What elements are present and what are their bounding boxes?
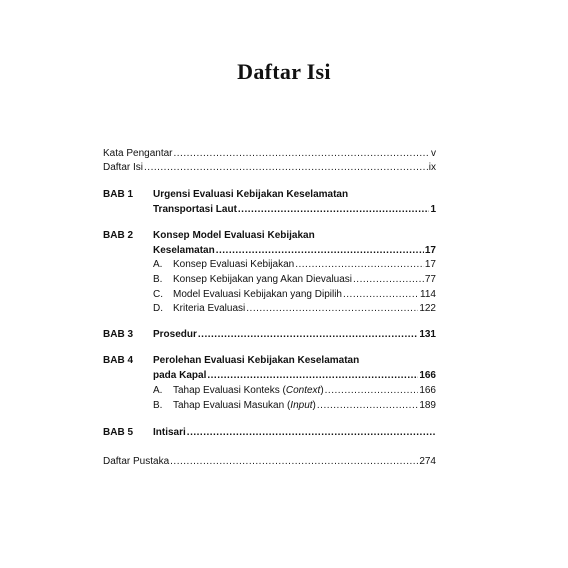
- toc-entry-page: ix: [428, 162, 436, 173]
- dot-leader: [295, 258, 424, 271]
- toc-entry-bab-5[interactable]: [153, 426, 436, 439]
- toc-entry-label: Prosedur: [153, 329, 197, 340]
- toc-entry-page: 17: [424, 259, 436, 270]
- toc-entry-label: Kriteria Evaluasi: [173, 303, 246, 314]
- toc-entry-label: pada Kapal: [153, 370, 207, 381]
- toc-subentry-4a[interactable]: [153, 384, 436, 397]
- toc-entry-label: [173, 399, 316, 412]
- toc-subentry-letter: B.: [153, 274, 163, 285]
- toc-entry-page: 166: [419, 385, 436, 396]
- dot-leader: [198, 328, 418, 341]
- toc-entry-label: Daftar Pustaka: [103, 456, 170, 467]
- dot-leader: [238, 203, 430, 216]
- label-italic: Input: [290, 400, 313, 411]
- dot-leader: [144, 161, 428, 174]
- dot-leader: [216, 244, 424, 257]
- chapter-number: BAB 4: [103, 355, 134, 366]
- toc-entry-bab-4[interactable]: [153, 369, 436, 382]
- chapter-number: BAB 2: [103, 230, 134, 241]
- toc-subentry-2b[interactable]: [153, 273, 436, 286]
- toc-entry-label: Kata Pengantar: [103, 148, 173, 159]
- toc-subentry-2a[interactable]: [153, 258, 436, 271]
- label-text-end: ): [312, 400, 316, 411]
- toc-subentry-letter: C.: [153, 289, 163, 300]
- toc-entry-label: Model Evaluasi Kebijakan yang Dipilih: [173, 289, 342, 300]
- toc-entry-label: Transportasi Laut: [153, 204, 237, 215]
- page-title: Daftar Isi: [237, 59, 331, 84]
- label-text: Tahap Evaluasi Konteks (: [173, 385, 286, 396]
- toc-entry-daftar-isi[interactable]: [103, 161, 436, 174]
- toc-entry-label: Konsep Kebijakan yang Akan Dievaluasi: [173, 274, 353, 285]
- toc-entry-daftar-pustaka[interactable]: [103, 455, 436, 468]
- label-text: Tahap Evaluasi Masukan (: [173, 400, 291, 411]
- label-text-end: ): [320, 385, 324, 396]
- dot-leader: [353, 273, 424, 286]
- toc-entry-label: [173, 384, 324, 397]
- toc-entry-label: Daftar Isi: [103, 162, 144, 173]
- toc-entry-label: Intisari: [153, 427, 186, 438]
- toc-entry-page: 274: [419, 456, 436, 467]
- dot-leader: [170, 455, 418, 468]
- toc-entry-bab-2[interactable]: [153, 244, 436, 257]
- toc-entry-page: 1: [430, 204, 436, 215]
- label-italic: Context: [285, 385, 321, 396]
- toc-entry-page: 114: [420, 289, 436, 300]
- chapter-number: BAB 3: [103, 329, 134, 340]
- toc-entry-page: 77: [424, 274, 436, 285]
- toc-entry-page: 122: [419, 303, 436, 314]
- toc-subentry-2c[interactable]: [153, 288, 436, 301]
- toc-entry-page: 17: [424, 245, 436, 256]
- chapter-number: BAB 5: [103, 427, 134, 438]
- toc-entry-bab-3[interactable]: [153, 328, 436, 341]
- dot-leader: [343, 288, 419, 301]
- toc-subentry-2d[interactable]: [153, 302, 436, 315]
- toc-subentry-4b[interactable]: [153, 399, 436, 412]
- toc-entry-kata-pengantar[interactable]: [103, 147, 436, 160]
- toc-subentry-letter: A.: [153, 385, 163, 396]
- toc-subentry-letter: B.: [153, 400, 163, 411]
- toc-entry-page: 189: [419, 400, 436, 411]
- chapter-title: Urgensi Evaluasi Kebijakan Keselamatan: [153, 189, 349, 200]
- toc-entry-bab-1[interactable]: [153, 203, 436, 216]
- toc-entry-page: 131: [419, 329, 436, 340]
- chapter-title: Perolehan Evaluasi Kebijakan Keselamatan: [153, 355, 360, 366]
- dot-leader: [207, 369, 418, 382]
- dot-leader: [325, 384, 419, 397]
- toc-subentry-letter: D.: [153, 303, 163, 314]
- dot-leader: [187, 426, 435, 439]
- toc-entry-page: v: [431, 148, 436, 159]
- dot-leader: [246, 302, 418, 315]
- toc-entry-label: Keselamatan: [153, 245, 215, 256]
- toc-entry-page: 166: [419, 370, 436, 381]
- chapter-title: Konsep Model Evaluasi Kebijakan: [153, 230, 315, 241]
- dot-leader: [317, 399, 418, 412]
- toc-entry-label: Konsep Evaluasi Kebijakan: [173, 259, 295, 270]
- toc-subentry-letter: A.: [153, 259, 163, 270]
- dot-leader: [174, 147, 431, 160]
- chapter-number: BAB 1: [103, 189, 134, 200]
